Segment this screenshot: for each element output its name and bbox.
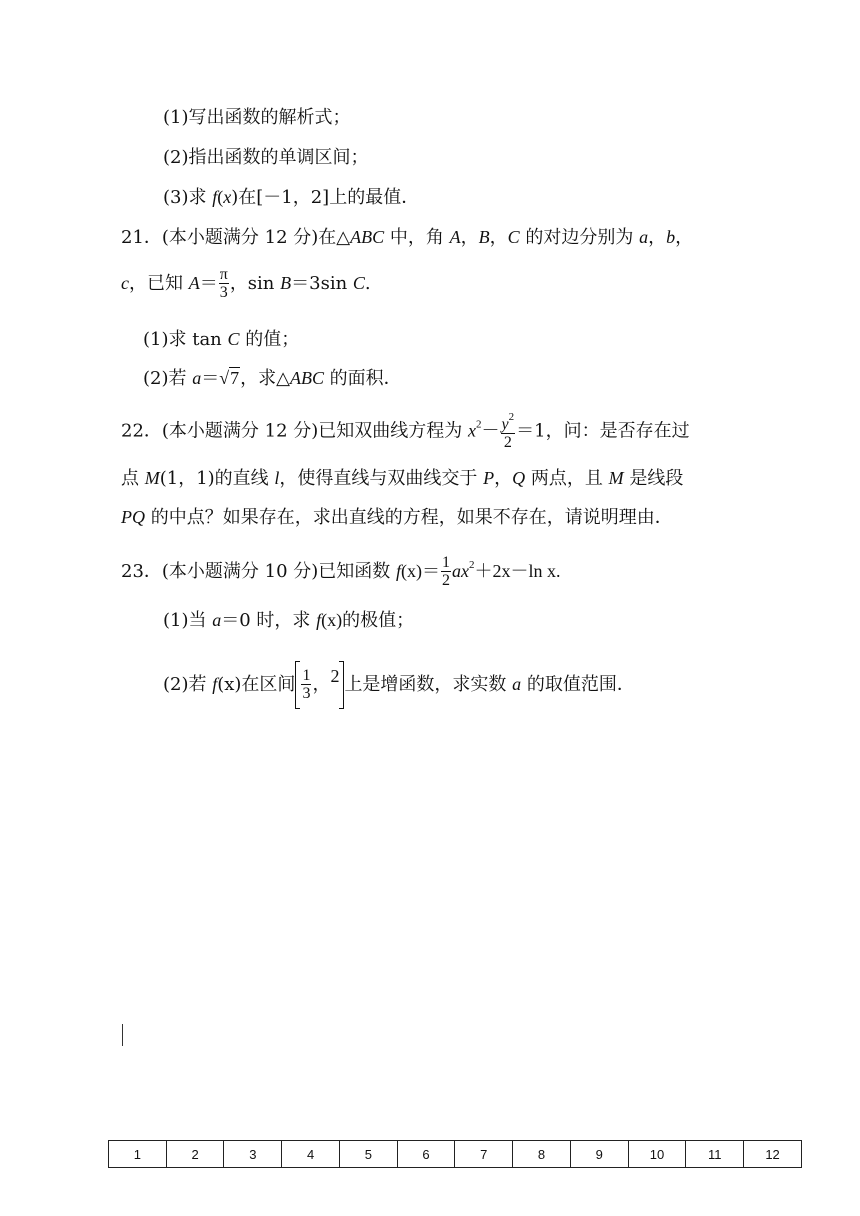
var-f: f [212,187,218,207]
q23-heading [121,553,561,589]
var: ABC [350,227,385,247]
text: 上是增函数，求实数 [344,674,513,695]
fraction-1-over-3 [300,668,312,702]
grid-cell[interactable]: 10 [628,1141,686,1168]
var: Q [512,468,526,488]
q22-heading [121,412,690,451]
grid-cell[interactable]: 2 [166,1141,224,1168]
grid-cell[interactable]: 5 [339,1141,397,1168]
answer-grid [108,1140,802,1168]
text: 的值； [239,329,300,350]
text: ＝ [201,368,220,389]
text: (x)在区间 [217,674,296,695]
numerator: π [219,266,228,283]
var: a [212,610,222,630]
radicand: 7 [230,368,240,388]
var: M [608,468,624,488]
text: (2)若 [143,368,193,389]
text: 23．(本小题满分 10 分)已知函数 [121,561,397,582]
text: 的对边分别为 [519,227,640,248]
text: ＝3sin [291,273,353,294]
var: a [639,227,649,247]
var: C [227,329,240,349]
grid-cell[interactable]: 4 [282,1141,340,1168]
exponent: 2 [469,559,475,571]
grid-cell[interactable]: 12 [744,1141,802,1168]
denominator: 2 [501,433,516,451]
var: l [274,468,280,488]
text: 的中点？如果存在，求出直线的方程，如果不存在，请说明理由． [145,507,673,528]
var: f [212,674,218,694]
text: 的取值范围． [521,674,635,695]
q23-part2 [163,661,635,709]
text: 21．(本小题满分 12 分)在△ [121,227,351,248]
grid-cell[interactable]: 6 [397,1141,455,1168]
text: (1)当 [163,610,213,631]
text: (1，1)的直线 [159,468,275,489]
var: M [144,468,160,488]
q20-part3 [163,185,419,210]
var: A [449,227,461,247]
text-cursor [122,1024,123,1046]
grid-cell[interactable]: 9 [570,1141,628,1168]
q21-heading [121,225,693,250]
text: ， [675,227,694,248]
q21-part1 [143,327,299,352]
fraction-1-over-2 [441,555,451,589]
grid-cell[interactable]: 1 [109,1141,167,1168]
text: ， [489,227,508,248]
var: PQ [121,507,145,527]
grid-cell[interactable]: 11 [686,1141,744,1168]
text: ，已知 [129,273,189,294]
grid-cell[interactable]: 8 [513,1141,571,1168]
text: 22．(本小题满分 12 分)已知双曲线方程为 [121,420,469,442]
fraction-pi-over-3 [219,267,229,301]
var: B [478,227,490,247]
grid-cell[interactable]: 3 [224,1141,282,1168]
text: ， [648,227,667,248]
text: 是线段 [623,468,684,489]
q23-part1 [163,608,414,633]
text: ，sin [229,273,281,294]
table-row [109,1141,802,1168]
text: (x)的极值； [321,610,415,630]
var: f [396,561,402,581]
var: a [192,368,202,388]
text: ＝1，问：是否存在过 [516,420,690,442]
var-x: x [223,187,232,207]
text: 两点，且 [525,468,609,489]
text: 的面积． [323,368,402,389]
var: C [507,227,520,247]
exponent: 2 [508,411,515,423]
text: － [481,420,500,442]
text: ， [494,468,513,489]
text: 中，角 [384,227,450,248]
var: y [501,416,509,433]
var: a [512,674,522,694]
sqrt-7: √7 [219,368,240,388]
denominator: 2 [442,572,451,589]
q21-part2 [143,366,402,391]
text: ， [312,674,331,695]
text: (x)＝ [401,561,441,581]
text: . [364,273,371,294]
var: b [666,227,676,247]
text: 2 [330,666,340,686]
var: ABC [289,368,324,388]
q20-part1: (1)写出函数的解析式； [163,107,351,128]
q21-given [121,267,371,301]
q20-part2: (2)指出函数的单调区间； [163,147,369,168]
var: B [280,273,292,293]
text: ＝0 时，求 [221,610,317,631]
text: ( [217,187,224,207]
text: (3)求 [163,187,213,208]
var: P [483,468,495,488]
denominator: 3 [219,284,228,301]
denominator: 3 [302,685,311,702]
text: )在[－1，2]上的最值． [231,187,420,208]
var: x [468,420,477,441]
q22-line2 [121,466,683,491]
var: C [352,273,365,293]
text: ， [460,227,479,248]
text: ，求△ [240,368,290,389]
exponent: 2 [476,418,482,431]
var: A [188,273,200,293]
text: 点 [121,468,145,489]
text: (1)求 tan [143,329,228,350]
grid-cell[interactable]: 7 [455,1141,513,1168]
text: ，使得直线与双曲线交于 [279,468,484,489]
var: f [316,610,322,630]
var: c [121,273,129,293]
q22-line3 [121,505,673,530]
numerator: 1 [442,554,451,571]
text: (2)若 [163,674,213,695]
fraction-y2-over-2 [501,412,516,451]
var: ax [452,561,470,581]
text: ＝ [199,273,218,294]
numerator: 1 [302,667,311,684]
text: ＋2x－ln x. [474,561,561,581]
